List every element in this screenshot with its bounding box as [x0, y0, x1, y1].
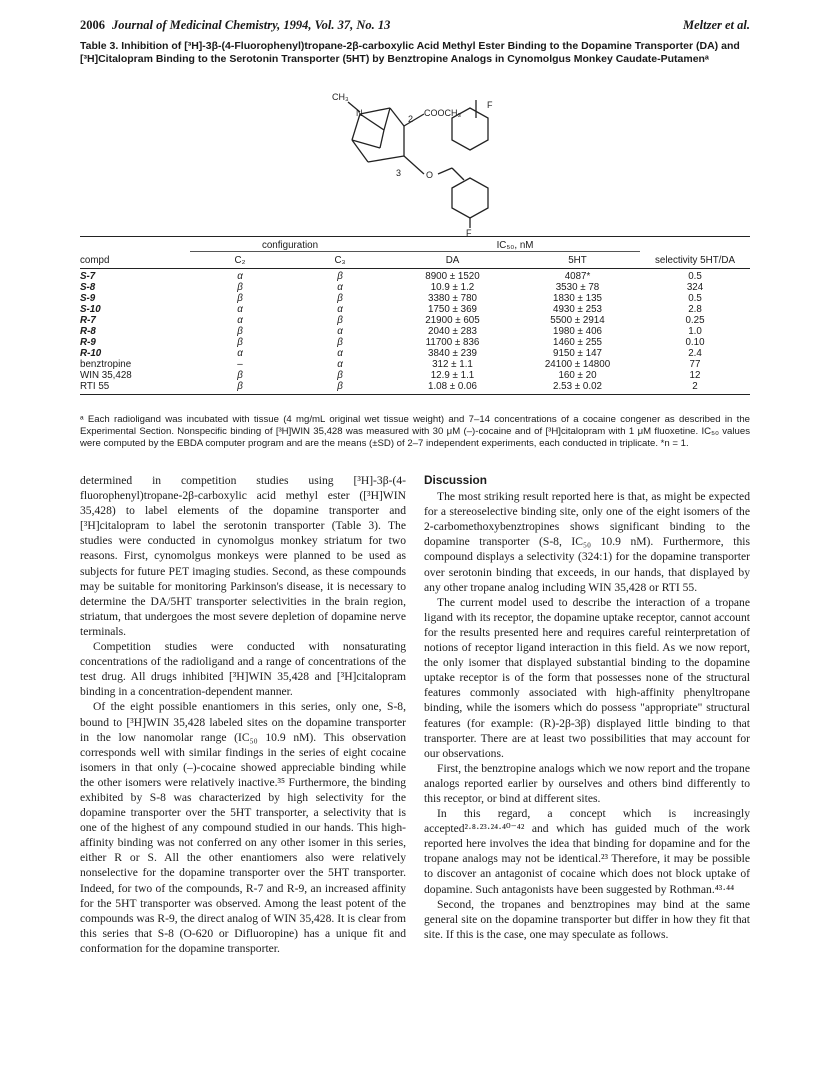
fluorine-top-label: F — [487, 100, 493, 110]
fluorine-bottom-label: F — [466, 228, 472, 236]
c2-header: C₂ — [190, 252, 290, 269]
ht-cell: 1460 ± 255 — [553, 337, 602, 348]
compd-cell: R-8 — [80, 326, 96, 337]
da-cell: 11700 ± 836 — [425, 337, 480, 348]
ht-cell: 2.53 ± 0.02 — [515, 381, 640, 395]
ht-cell: 9150 ± 147 — [553, 348, 602, 359]
selectivity-cell: 0.25 — [685, 315, 705, 326]
c2-cell: β — [237, 326, 243, 337]
da-cell: 12.9 ± 1.1 — [430, 370, 475, 381]
c3-cell: α — [337, 282, 343, 293]
paragraph: Of the eight possible enantiomers in this series, only one, S-8, bound to [³H]WIN 35,428 labeled sites on the dopamine transporter in the low nanomolar range (IC₅₀ 10.9 nM). This observation corresponds well with similar findings in the series of eight cocaine isomers in that only (–)-cocaine showed appreciable binding while the other isomers were relatively inactive.³⁵ Furthermore, the binding exhibited by S-8 was characterized by high selectivity for the dopamine transporter over the 5HT transporter, a selectivity that is one of the highest of any compound studied in our hands. This high-affinity binding was not conferred on any other isomer in this series, either R or S. All the other enantiomers also were relatively nonselective for the dopamine transporter over the 5HT transporter. Indeed, for two of the compounds, R-7 and R-9, an increased affinity for the 5HT transporter was observed. Among the least potent of the compounds was R-9, the direct analog of WIN 35,428. It is clear from this series that S-8 (O-620 or Difluoropine) has a unique fit and conformation for the dopamine transporter. — [80, 700, 406, 955]
compd-cell: S-8 — [80, 282, 96, 293]
page-number: 2006 — [80, 18, 105, 32]
selectivity-cell: 2 — [640, 381, 750, 395]
selectivity-cell: 324 — [686, 282, 704, 293]
compd-cell: R-7 — [80, 315, 96, 326]
da-cell: 21900 ± 605 — [425, 315, 480, 326]
c3-cell: β — [337, 271, 343, 282]
ht-cell: 4087* — [564, 271, 591, 282]
da-cell: 3380 ± 780 — [428, 293, 477, 304]
ester-label: COOCH₃ — [424, 108, 462, 118]
selectivity-cell: 1.0 — [688, 326, 702, 337]
binding-table — [80, 236, 750, 395]
compd-cell: S-7 — [80, 271, 96, 282]
da-cell: 8900 ± 1520 — [425, 271, 480, 282]
table-row — [80, 304, 750, 315]
ht-header: 5HT — [515, 252, 640, 269]
c2-cell: α — [237, 271, 243, 282]
right-column — [424, 473, 750, 942]
da-cell: 312 ± 1.1 — [432, 359, 473, 370]
da-cell: 3840 ± 239 — [428, 348, 477, 359]
selectivity-cell: 0.5 — [688, 293, 702, 304]
compd-cell: R-10 — [80, 348, 102, 359]
compd-cell: R-9 — [80, 337, 96, 348]
selectivity-cell: 0.5 — [688, 271, 702, 282]
table-row — [80, 293, 750, 304]
ht-cell: 24100 ± 14800 — [544, 359, 611, 370]
n-methyl-label: CH₃ — [332, 92, 349, 102]
c2-cell: β — [237, 370, 243, 381]
paragraph: determined in competition studies using [³H]-3β-(4-fluorophenyl)tropane-2β-carboxylic acid methyl ester ([³H]WIN 35,428) to label elements of the dopamine transporter and [³H]citalopram to label the serotonin transporter (Table 3). The studies were conducted in cynomolgus monkey striatum for two reasons. First, cynomolgus monkeys were planned to be used as subjects for future PET imaging studies. Second, as these compounds may be suitable for monitoring Parkinson's disease, it is necessary to determine the DA/5HT transporter selectivities in the brain region, striatum, that undergoes the most severe depletion of dopamine nerve terminals. — [80, 474, 406, 638]
compd-cell: S-9 — [80, 293, 96, 304]
c3-header: C₃ — [290, 252, 390, 269]
table-footnote: ᵃ Each radioligand was incubated with tissue (4 mg/mL original wet tissue weight) and 7–14 concentrations of a cocaine congener as described in the Experimental Section. Nonspecific binding of [³H]WIN 35,428 was measured with 30 μM (–)-cocaine and of [³H]citalopram with 1 μM fluoxetine. IC₅₀ values were computed by the EBDA computer program and are the means (±SD) of 2–7 independent experiments, each conducted in triplicate. *n = 1. — [80, 414, 750, 449]
c2-cell: β — [237, 282, 243, 293]
paragraph: First, the benztropine analogs which we now report and the tropane analogs reported earlier by ourselves and others bind differently to this receptor, or bind at different sites. — [424, 761, 750, 805]
paragraph: In this regard, a concept which is increasingly accepted²·⁸·²³·²⁴·⁴⁰⁻⁴² and which has guided much of the work reported here involves the idea that binding for dopamine and for the tropane analogs may not be identical.²³ Therefore, it may be possible to discover an antagonist of cocaine which does not block uptake of dopamine. Such antagonists have been suggested by Rothman.⁴³·⁴⁴ — [424, 807, 750, 896]
paragraph: The most striking result reported here is that, as might be expected for a stereoselective binding site, only one of the eight isomers of the 2-carbomethoxybenztropines shows significant binding to the dopamine transporter (S-8, IC₅₀ 10.9 nM). Furthermore, this compound displays a selectivity (324:1) for the dopamine transporter over serotonin binding that exceeds, in our hands, that displayed by any other tropane analog including WIN 35,428 or RTI 55. — [424, 490, 750, 594]
c3-cell: β — [337, 370, 343, 381]
structure-drawing — [300, 78, 540, 236]
table-caption: Table 3. Inhibition of [³H]-3β-(4-Fluorophenyl)tropane-2β-carboxylic Acid Methyl Ester Binding to the Dopamine Transporter (DA) and [³H]Citalopram Binding to the Serotonin Transporter (5HT) by Benztropine Analogs in Cynomolgus Monkey Caudate-Putamenᵃ — [80, 40, 740, 65]
c2-cell: – — [237, 359, 243, 370]
compd-header: compd — [80, 252, 190, 269]
c3-cell: α — [337, 359, 343, 370]
table-row — [80, 269, 750, 283]
ic50-header: IC₅₀, nM — [390, 237, 640, 252]
c2-cell: β — [237, 293, 243, 304]
c3-cell: β — [337, 315, 343, 326]
selectivity-cell: 2.4 — [688, 348, 702, 359]
c3-cell: α — [337, 304, 343, 315]
configuration-header: configuration — [190, 237, 390, 252]
left-column — [80, 473, 406, 956]
running-authors: Meltzer et al. — [682, 18, 750, 32]
section-heading: Discussion — [424, 473, 487, 487]
paragraph: Second, the tropanes and benztropines may bind at the same general site on the dopamine transporter but differ in how they fit that site. If this is the case, one may speculate as follows. — [424, 897, 750, 941]
table-row — [80, 359, 750, 370]
ht-cell: 3530 ± 78 — [555, 282, 600, 293]
selectivity-cell: 77 — [689, 359, 701, 370]
table-row — [80, 315, 750, 326]
table-row — [80, 337, 750, 348]
da-cell: 2040 ± 283 — [428, 326, 477, 337]
compd-cell: S-10 — [80, 304, 101, 315]
c2-cell: α — [237, 304, 243, 315]
table-row — [80, 326, 750, 337]
compd-cell: RTI 55 — [80, 381, 190, 395]
c3-cell: β — [337, 337, 343, 348]
c3-cell: β — [290, 381, 390, 395]
paragraph: The current model used to describe the interaction of a tropane ligand with its receptor, the dopamine uptake receptor, cannot account for the results presented here and requires careful reinterpretation of notions of receptor ligand interaction in this field. As we now report, the only isomer that displayed substantial binding to the dopamine uptake receptor is of the form that possesses none of the structural features commonly associated with high-affinity phenyltropane binding, while the isomers which do possess "appropriate" structural features (for example: (R)-2β-3β) displayed little binding to that transporter. There are at least two possibilities that may account for our observations. — [424, 595, 750, 760]
c3-cell: β — [337, 293, 343, 304]
selectivity-cell: 0.10 — [685, 337, 705, 348]
table-row — [80, 381, 750, 395]
paragraph: Competition studies were conducted with nonsaturating concentrations of the radioligand and a range of concentrations of the test drug. All drugs inhibited [³H]WIN 35,428 and [³H]citalopram binding in a concentration-dependent manner. — [80, 640, 406, 699]
ht-cell: 160 ± 20 — [558, 370, 597, 381]
c2-cell: α — [237, 348, 243, 359]
c2-cell: α — [237, 315, 243, 326]
table-row — [80, 370, 750, 381]
journal-citation: Journal of Medicinal Chemistry, 1994, Vol. 37, No. 13 — [112, 18, 391, 32]
table-row — [80, 348, 750, 359]
compd-cell: WIN 35,428 — [80, 370, 132, 381]
da-cell: 10.9 ± 1.2 — [430, 282, 475, 293]
position-2-label: 2 — [408, 114, 414, 124]
table-row — [80, 282, 750, 293]
running-header — [80, 18, 750, 36]
compd-cell: benztropine — [80, 359, 132, 370]
da-cell: 1.08 ± 0.06 — [390, 381, 515, 395]
selectivity-cell: 12 — [689, 370, 701, 381]
c2-cell: β — [237, 337, 243, 348]
c2-cell: β — [190, 381, 290, 395]
selectivity-cell: 2.8 — [688, 304, 702, 315]
ht-cell: 5500 ± 2914 — [550, 315, 605, 326]
da-cell: 1750 ± 369 — [428, 304, 477, 315]
nitrogen-label: N — [356, 108, 363, 118]
oxygen-label: O — [426, 170, 434, 180]
ht-cell: 1830 ± 135 — [553, 293, 602, 304]
ht-cell: 1980 ± 406 — [553, 326, 602, 337]
c3-cell: α — [337, 348, 343, 359]
da-header: DA — [390, 252, 515, 269]
c3-cell: α — [337, 326, 343, 337]
chemical-structure — [300, 78, 540, 236]
selectivity-header: selectivity 5HT/DA — [640, 252, 750, 269]
position-3-label: 3 — [396, 168, 402, 178]
ht-cell: 4930 ± 253 — [553, 304, 602, 315]
